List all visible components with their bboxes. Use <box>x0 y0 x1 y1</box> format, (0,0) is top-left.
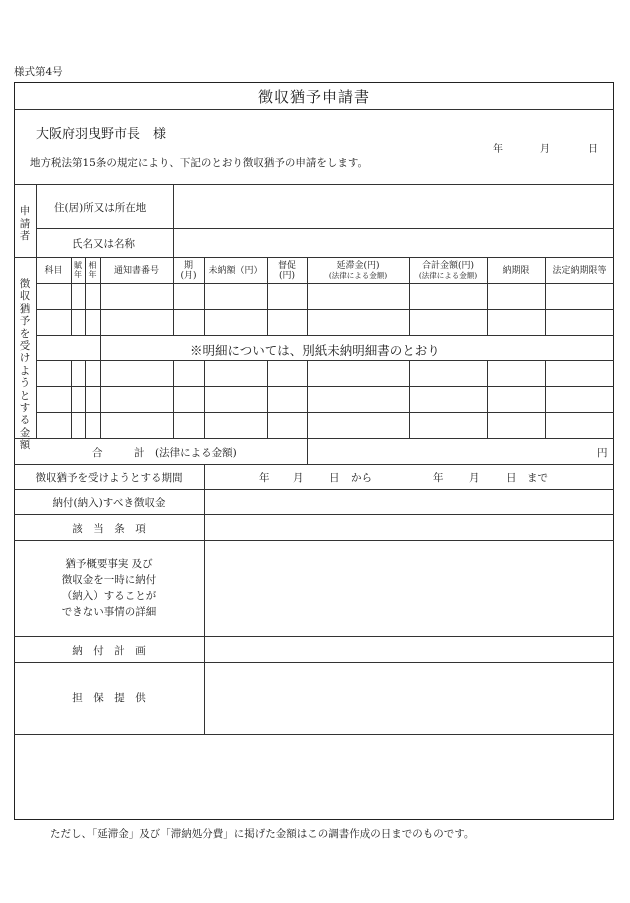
col-line-1b <box>71 360 72 438</box>
table-sum-top-line <box>14 438 614 439</box>
period-end-year: 年 <box>433 472 444 484</box>
col-line-7b <box>307 360 308 464</box>
header-dunning: 督促(円) <box>277 261 296 281</box>
header-period: 期(月) <box>180 261 197 281</box>
col-line-8b <box>409 360 410 438</box>
date-month: 月 <box>540 144 550 155</box>
applicant-mid-line <box>36 228 614 229</box>
table-row-line-4 <box>36 386 614 387</box>
value-column-line <box>204 464 205 734</box>
col-line-5b <box>204 360 205 438</box>
left-label-column-line <box>36 184 37 438</box>
late-fee-note: (法律による金額) <box>328 271 388 280</box>
row-line-plan <box>14 662 614 663</box>
detail-note: ※明細については、別紙未納明細書のとおり <box>190 343 440 358</box>
clause-label: 該 当 条 項 <box>72 523 146 535</box>
payment-due-label: 納付(納入)すべき徴収金 <box>52 497 166 509</box>
payment-plan-field[interactable] <box>206 638 612 661</box>
period-from: から <box>351 472 372 484</box>
form-title: 徴収猶予申請書 <box>257 88 370 106</box>
header-deadline: 納期限 <box>502 266 530 276</box>
header-unpaid: 未納額（円） <box>208 266 263 276</box>
col-line-10b <box>545 360 546 438</box>
col-line-6b <box>267 360 268 438</box>
row-line-collateral <box>14 734 614 735</box>
period-bottom-line <box>14 489 614 490</box>
table-header-line <box>36 283 614 284</box>
col-line-6 <box>267 257 268 335</box>
form-number: 様式第4号 <box>14 66 63 78</box>
row-line-clause <box>14 540 614 541</box>
header-total <box>409 261 487 281</box>
col-line-9b <box>487 360 488 438</box>
header-notice-number: 通知書番号 <box>113 266 159 276</box>
facts-field[interactable] <box>206 542 612 635</box>
payment-plan-label: 納 付 計 画 <box>72 645 146 657</box>
col-line-3 <box>100 257 101 438</box>
collateral-field[interactable] <box>206 664 612 733</box>
header-legal-deadline: 法定納期限等 <box>552 266 607 276</box>
date-year: 年 <box>493 144 503 155</box>
amount-section-label: 徴収猶予を受けようとする金額 <box>19 278 31 452</box>
header-item: 科目 <box>44 266 63 276</box>
total-note: (法律による金額) <box>418 271 478 280</box>
col-line-4b <box>173 360 174 438</box>
clause-field[interactable] <box>206 516 612 539</box>
period-start-month: 月 <box>293 472 304 484</box>
applicant-bottom-line <box>14 257 614 258</box>
address-label: 住(居)所又は所在地 <box>54 202 147 214</box>
applicant-section-label: 申請者 <box>19 205 31 242</box>
applicant-top-line <box>14 184 614 185</box>
period-until: まで <box>527 472 548 484</box>
addressee: 大阪府羽曳野市長 様 <box>36 127 167 142</box>
table-sum-bottom-line <box>14 464 614 465</box>
col-line-4 <box>173 257 174 335</box>
total-label: 合計金額(円) <box>421 261 475 271</box>
period-start-day: 日 <box>329 472 340 484</box>
yen-unit: 円 <box>597 447 608 459</box>
facts-label: 猶予概要事実 及び 徴収金を一時に納付 （納入）することが できない事情の詳細 <box>61 558 157 618</box>
table-row-line-1 <box>36 309 614 310</box>
date-day: 日 <box>588 144 598 155</box>
period-start-year: 年 <box>259 472 270 484</box>
footer-note: ただし、「延滞金」及び「滞納処分費」に掲げた金額はこの調書作成の日までのものです。 <box>50 828 475 840</box>
collateral-label: 担 保 提 供 <box>72 692 146 704</box>
header-late-fee <box>307 261 409 281</box>
name-field[interactable] <box>176 230 612 256</box>
header-fiscal-year-b: 相年 <box>88 261 97 279</box>
period-end-day: 日 <box>506 472 517 484</box>
table-row-line-2 <box>36 335 614 336</box>
row-line-facts <box>14 636 614 637</box>
table-row-line-3 <box>36 360 614 361</box>
header-fiscal-year-a: 賦年 <box>74 261 82 279</box>
row-line-payment <box>14 514 614 515</box>
payment-due-field[interactable] <box>206 491 612 513</box>
col-line-2b <box>85 360 86 438</box>
sum-label: 合 計 (法律による金額) <box>92 447 237 459</box>
period-label: 徴収猶予を受けようとする期間 <box>35 472 183 484</box>
table-row-line-5 <box>36 412 614 413</box>
address-field[interactable] <box>176 186 612 226</box>
late-fee-label: 延滞金(円) <box>336 261 380 271</box>
period-end-month: 月 <box>469 472 480 484</box>
applicant-label-line <box>173 184 174 257</box>
preamble: 地方税法第15条の規定により、下記のとおり徴収猶予の申請をします。 <box>30 157 369 169</box>
title-divider <box>14 109 614 110</box>
name-label: 氏名又は名称 <box>72 238 135 250</box>
